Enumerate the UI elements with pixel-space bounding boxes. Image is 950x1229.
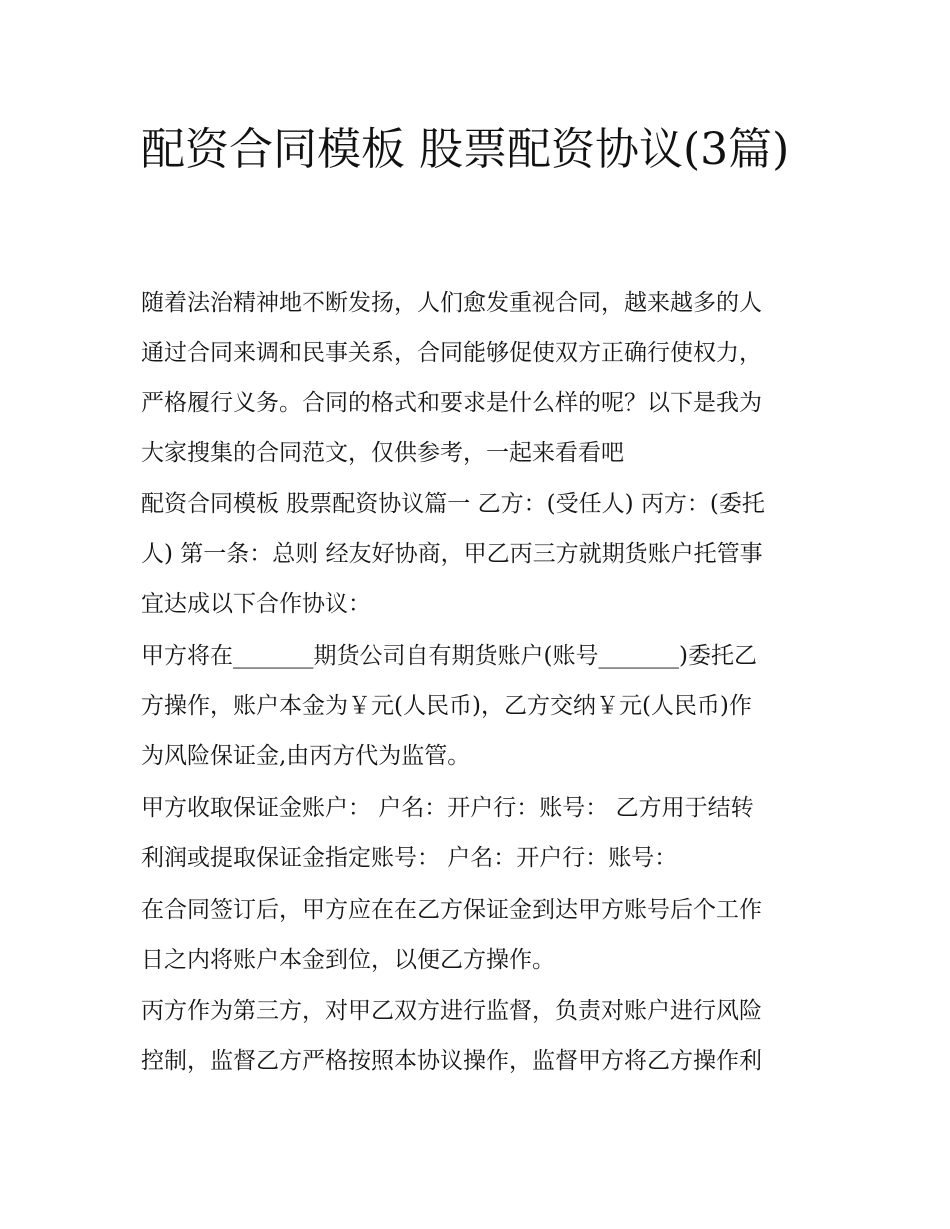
body-line-14: 日之内将账户本金到位，以便乙方操作。 [141,947,555,973]
body-line-9: 方操作，账户本金为￥元(人民币)，乙方交纳￥元(人民币)作 [141,693,752,719]
body-line-15: 丙方作为第三方，对甲乙双方进行监督，负责对账户进行风险 [141,998,762,1024]
body-line-6: 人) 第一条：总则 经友好协商，甲乙丙三方就期货账户托管事 [141,541,763,567]
body-line-16: 控制，监督乙方严格按照本协议操作，监督甲方将乙方操作利 [141,1048,762,1074]
body-line-7: 宜达成以下合作协议： [141,591,371,617]
body-line-12: 利润或提取保证金指定账号： 户名：开户行：账号： [141,845,678,871]
body-line-3: 严格履行义务。合同的格式和要求是什么样的呢？以下是我为 [141,390,762,416]
body-line-11: 甲方收取保证金账户： 户名：开户行：账号： 乙方用于结转 [141,795,754,821]
body-line-4: 大家搜集的合同范文，仅供参考，一起来看看吧 [141,440,624,466]
body-line-13: 在合同签订后，甲方应在在乙方保证金到达甲方账号后个工作 [141,897,762,923]
body-line-10: 为风险保证金,由丙方代为监管。 [141,743,471,769]
page-title: 配资合同模板 股票配资协议(3篇) [141,124,790,175]
body-line-1: 随着法治精神地不断发扬，人们愈发重视合同，越来越多的人 [141,290,762,316]
body-line-5: 配资合同模板 股票配资协议篇一 乙方：(受任人) 丙方：(委托 [141,491,765,517]
body-line-8: 甲方将在_______期货公司自有期货账户(账号_______)委托乙 [141,643,757,669]
body-line-2: 通过合同来调和民事关系，合同能够促使双方正确行使权力， [141,340,762,366]
